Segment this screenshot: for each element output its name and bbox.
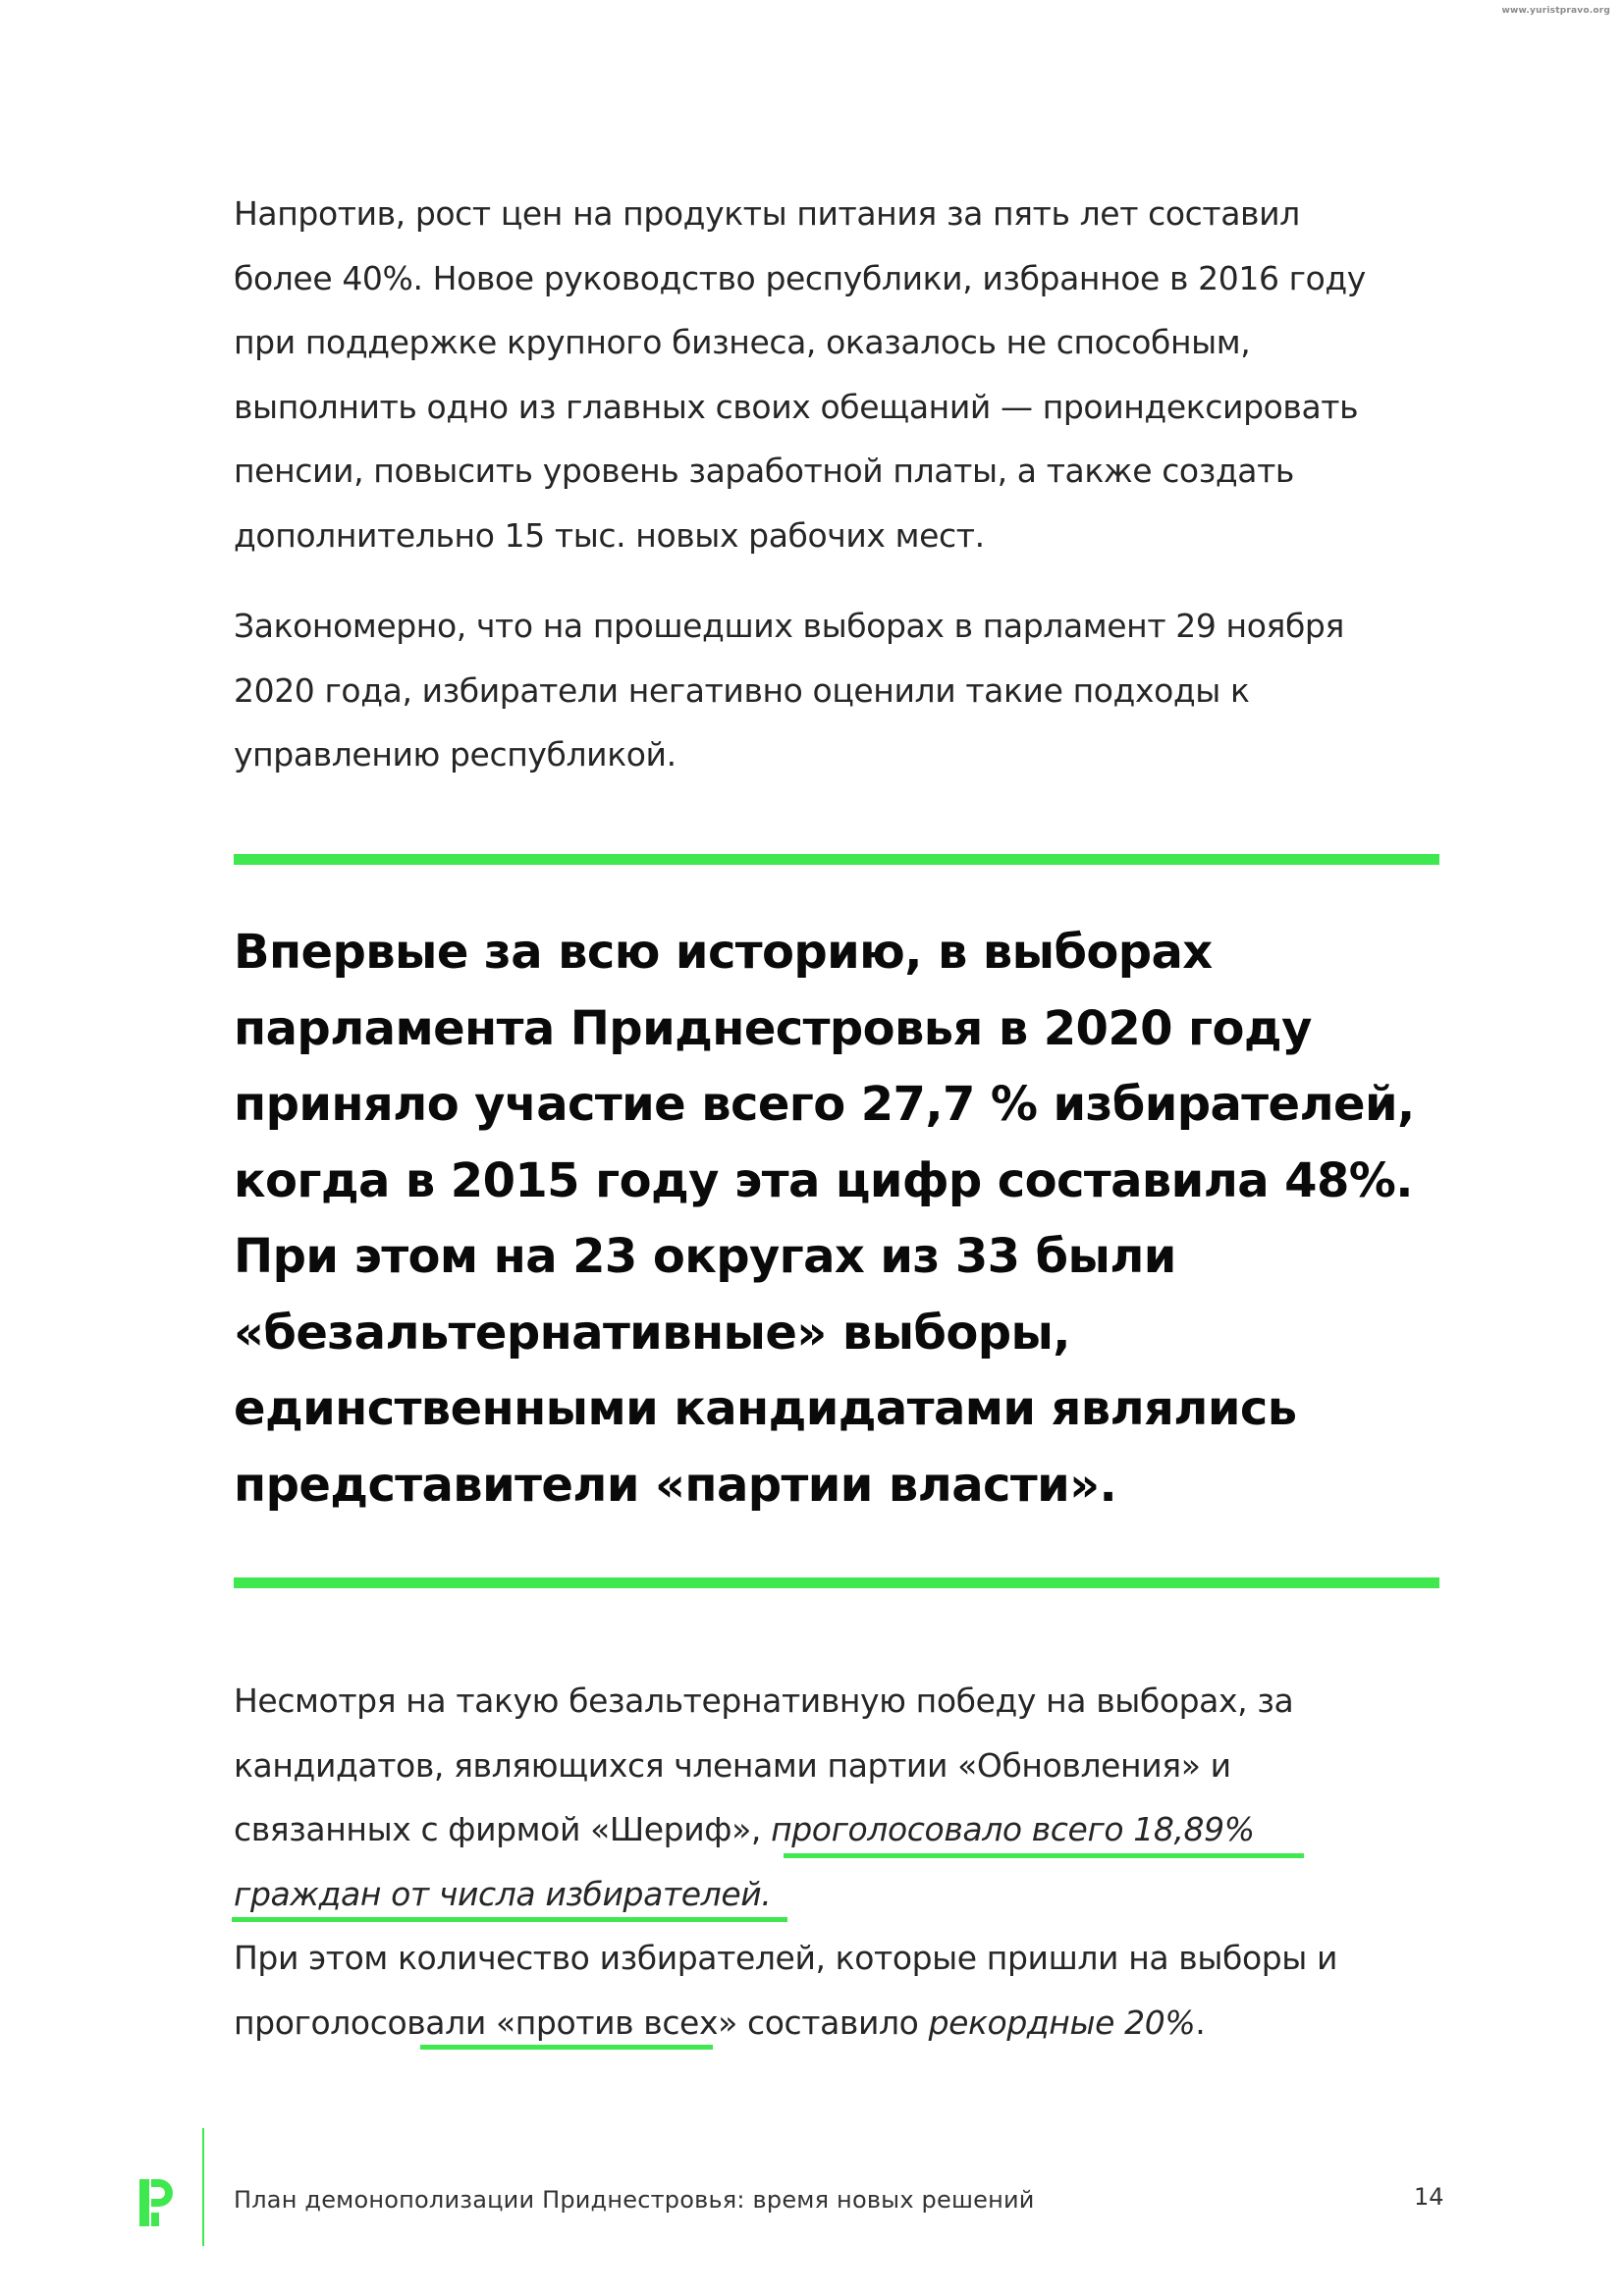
highlighted-phrase: граждан от числа избирателей.	[234, 1874, 772, 1913]
text-line: Несмотря на такую безальтернативную победу на выборах, за	[234, 1682, 1294, 1720]
quote-line: представители «партии власти».	[234, 1457, 1117, 1513]
quote-top-rule	[234, 854, 1439, 865]
quote-line: когда в 2015 году эта цифр составила 48%.	[234, 1152, 1413, 1208]
text-line: выполнить одно из главных своих обещаний — проиндексировать	[234, 387, 1359, 426]
quote-line: приняло участие всего 27,7 % избирателей,	[234, 1077, 1415, 1132]
highlight-underline	[232, 1917, 787, 1922]
paragraph-price-growth	[234, 182, 1439, 567]
highlighted-phrase: проголосовало всего 18,89%	[771, 1810, 1255, 1848]
pull-quote	[234, 915, 1471, 1523]
text-line: кандидатов, являющихся членами партии «Обновления» и	[234, 1745, 1231, 1785]
page-number: 14	[1414, 2183, 1444, 2211]
quote-bottom-rule	[234, 1577, 1439, 1588]
highlight-underline	[784, 1853, 1304, 1858]
footer-divider	[202, 2128, 204, 2246]
emphasis-phrase: рекордные 20%	[928, 2002, 1196, 2042]
quote-line: парламента Приднестровья в 2020 году	[234, 1000, 1312, 1056]
watermark: www.yuristpravo.org	[1501, 6, 1610, 16]
highlight-underline	[420, 2045, 713, 2050]
quote-line: единственными кандидатами являлись	[234, 1381, 1297, 1436]
text-line	[234, 1991, 1439, 2056]
text-line: более 40%. Новое руководство республики, избранное в 2016 году	[234, 258, 1366, 297]
text-line: Напротив, рост цен на продукты питания за пять лет составил	[234, 194, 1300, 233]
text-line: Закономерно, что на прошедших выборах в парламент 29 ноября	[234, 607, 1344, 645]
footer-document-title: План демонополизации Приднестровья: время новых решений	[234, 2186, 1035, 2214]
paragraph-vote-results	[234, 1669, 1439, 2055]
party-logo-icon	[139, 2179, 173, 2226]
quote-line: Впервые за всю историю, в выборах	[234, 925, 1213, 980]
paragraph-election-assessment	[234, 594, 1439, 787]
text-line	[234, 1797, 1439, 1862]
quote-line: «безальтернативные» выборы,	[234, 1305, 1070, 1361]
text-line: при поддержке крупного бизнеса, оказалось не способным,	[234, 323, 1251, 361]
quote-line: При этом на 23 округах из 33 были	[234, 1229, 1176, 1284]
text-line: управлению республикой.	[234, 735, 677, 774]
text-line: При этом количество избирателей, которые пришли на выборы и	[234, 1939, 1338, 1977]
text-line: 2020 года, избиратели негативно оценили такие подходы к	[234, 670, 1250, 710]
text-line: дополнительно 15 тыс. новых рабочих мест.	[234, 515, 985, 555]
text-run: проголосовали «против всех» составило	[234, 2002, 929, 2042]
text-line: пенсии, повысить уровень заработной платы, а также создать	[234, 452, 1294, 490]
text-run: .	[1195, 2002, 1206, 2042]
text-run: связанных с фирмой «Шериф»,	[234, 1810, 772, 1848]
